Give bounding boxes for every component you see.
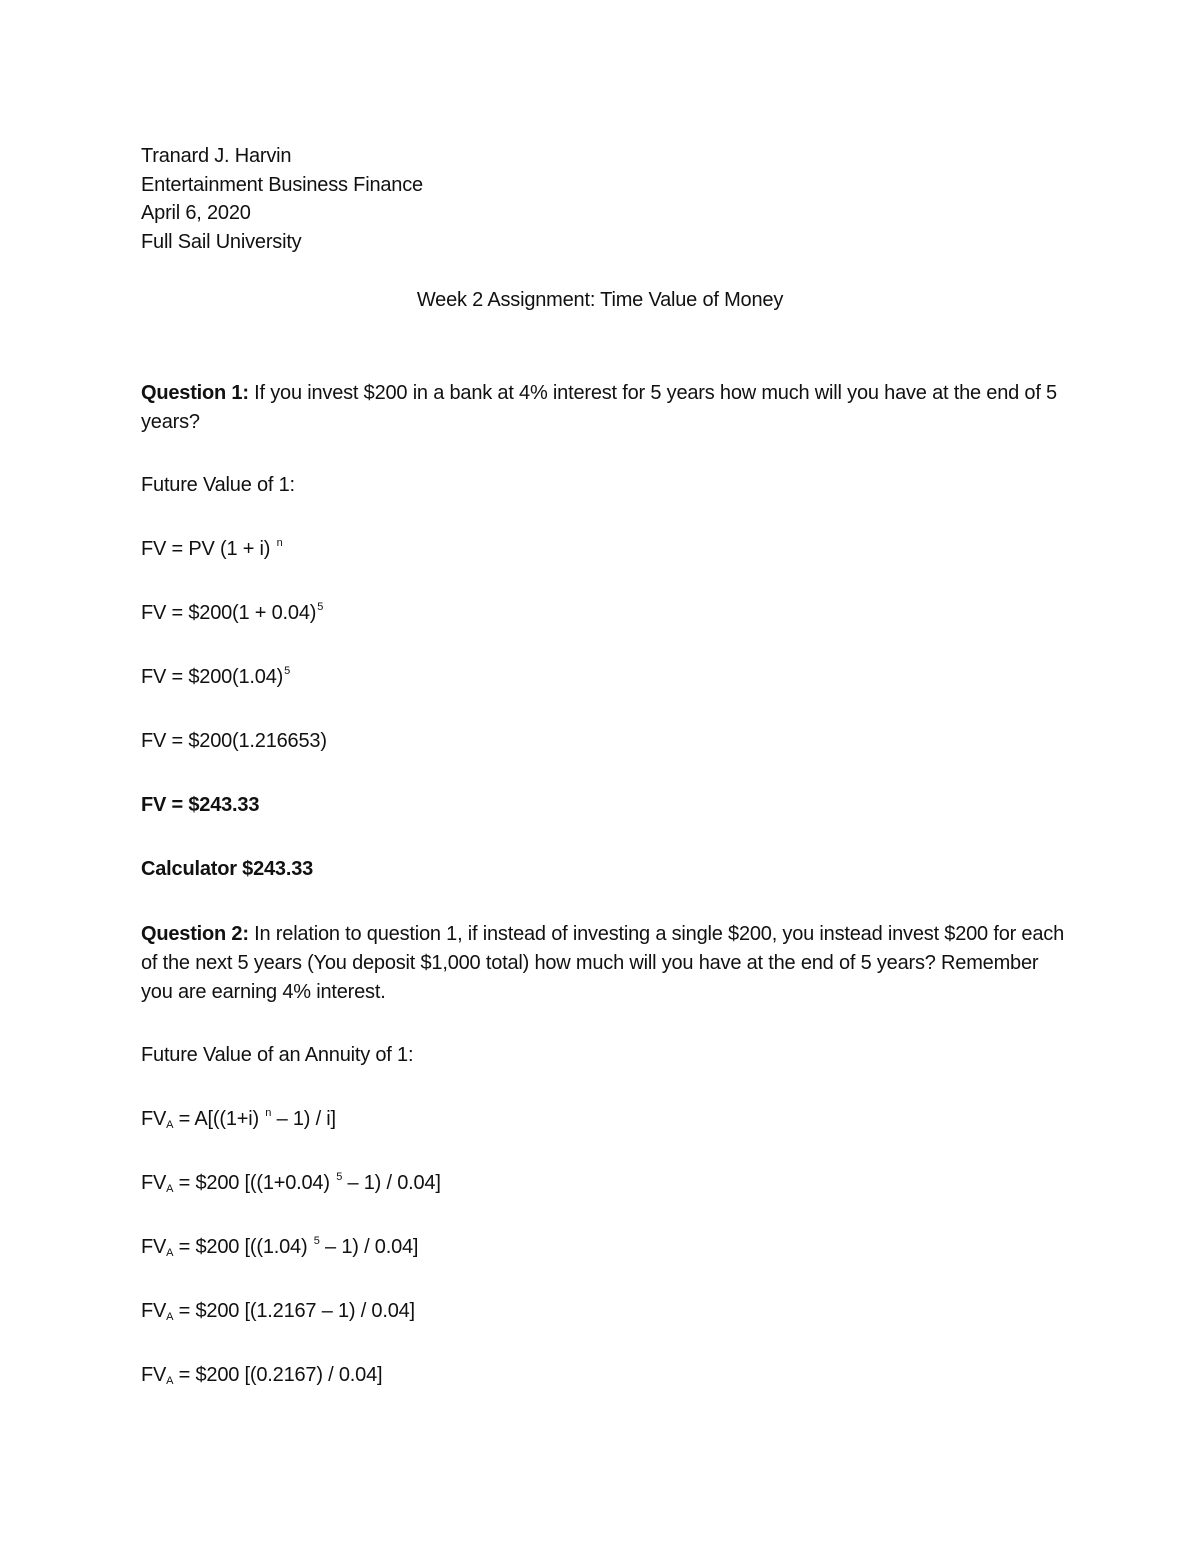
q1-step-3: FV = $200(1.216653)	[141, 730, 327, 752]
question-2-label: Question 2:	[141, 923, 249, 945]
question-1-text: If you invest $200 in a bank at 4% interest for 5 years how much will you have at the end of 5 years?	[141, 382, 1057, 433]
question-1	[141, 379, 1071, 437]
q2-step-1: $FV_A$ = $200 [((1+0.04) $^5$ – 1) / 0.04]	[141, 1171, 441, 1195]
q1-step-2: FV = $\$200(1.04)^5$	[141, 665, 291, 688]
q2-formula: $FV_A = A[((1+i)$ $^n$ – 1) / i]	[141, 1107, 336, 1131]
course-name: Entertainment Business Finance	[141, 174, 423, 196]
school-name: Full Sail University	[141, 231, 302, 253]
q1-section-heading: Future Value of 1:	[141, 474, 295, 496]
q1-formula: FV = PV (1 + i) $^n$	[141, 537, 283, 560]
q2-step-4: $FV_A$ = $200 [(0.2167) / 0.04]	[141, 1364, 383, 1387]
question-1-label: Question 1:	[141, 382, 249, 404]
q1-step-2-exponent: 5	[284, 665, 291, 677]
q1-result: FV = $243.33	[141, 794, 260, 816]
question-2-text: In relation to question 1, if instead of investing a single $200, you instead invest $200 for each of the next 5 years (You deposit $1,000 total) how much will you have at the end of 5 years? Remember you are earning 4% interest.	[141, 923, 1065, 1003]
q1-step-1-exponent: 5	[317, 601, 324, 613]
q1-step-1: FV = $200(1 + 0.04)$^5$	[141, 601, 324, 624]
q1-calculator-result: Calculator $243.33	[141, 858, 314, 880]
document-title: Week 2 Assignment: Time Value of Money	[416, 289, 784, 311]
q1-formula-exponent: n	[276, 537, 283, 549]
submission-date: April 6, 2020	[141, 202, 251, 224]
q2-step-2: $FV_A$ = $200 [((1.04) $^5$ – 1) / 0.04]	[141, 1235, 419, 1259]
q2-section-heading: Future Value of an Annuity of 1:	[141, 1044, 414, 1066]
author-name: Tranard J. Harvin	[141, 145, 292, 167]
question-2	[141, 920, 1071, 1007]
q2-step-3: $FV_A$ = $200 [(1.2167 – 1) / 0.04]	[141, 1300, 415, 1323]
